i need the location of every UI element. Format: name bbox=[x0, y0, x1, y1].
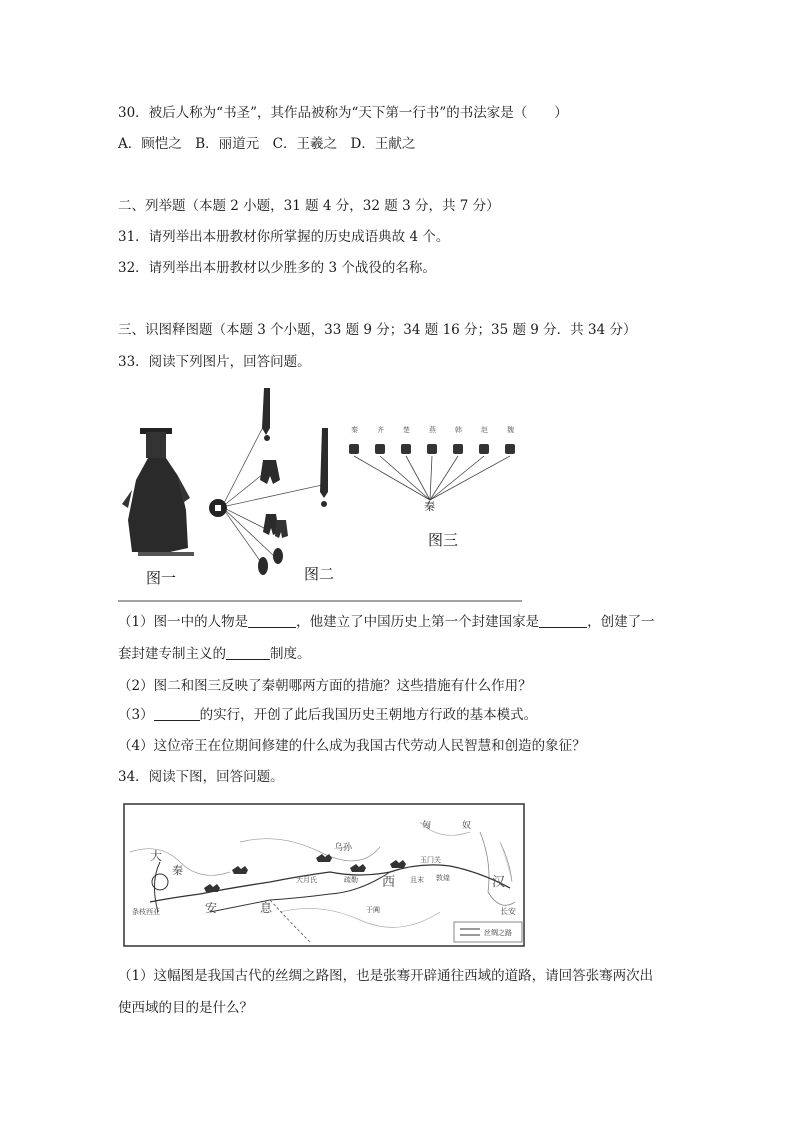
q33-stem: 33．阅读下列图片，回答问题。 bbox=[118, 354, 311, 370]
fig3-bottom-char: 秦 bbox=[424, 500, 435, 513]
fig3-script-glyph bbox=[505, 444, 515, 454]
fig3-script-glyph bbox=[401, 444, 411, 454]
q32: 32．请列举出本册教材以少胜多的 3 个战役的名称。 bbox=[118, 260, 436, 276]
q33-sub1-part-b: ，他建立了中国历史上第一个封建国家是 bbox=[296, 614, 540, 630]
map-legend-label: 丝绸之路 bbox=[484, 929, 512, 937]
answer-blank-system[interactable] bbox=[226, 645, 270, 660]
q33-sub1-line1 bbox=[118, 612, 655, 632]
q33-sub1-part-e: 制度。 bbox=[270, 646, 311, 662]
silk-road-map bbox=[120, 802, 528, 948]
fig3-state-char: 齐 bbox=[377, 426, 384, 434]
q34-sub1-line1: （1）这幅图是我国古代的丝绸之路图，也是张骞开辟通往西域的道路，请回答张骞两次出 bbox=[118, 968, 654, 984]
answer-blank-state[interactable] bbox=[539, 613, 587, 628]
fig3-script-glyph bbox=[349, 444, 359, 454]
answer-blank-person[interactable] bbox=[248, 613, 296, 628]
q33-figure bbox=[118, 380, 522, 602]
fig3-script-glyph bbox=[479, 444, 489, 454]
map-label-han: 汉 bbox=[492, 875, 506, 890]
fig3-connector bbox=[430, 456, 458, 500]
map-label-changan: 长安 bbox=[500, 907, 516, 916]
map-label-shule: 疏勒 bbox=[344, 876, 358, 884]
map-label-wusun: 乌孙 bbox=[334, 843, 353, 853]
map-label-dayuan: 大月氏 bbox=[296, 876, 317, 884]
map-label-dunhuang: 敦煌 bbox=[436, 874, 450, 882]
fig3-state-char: 秦 bbox=[351, 426, 358, 434]
q33-sub2: （2）图二和图三反映了秦朝哪两方面的措施？这些措施有什么作用？ bbox=[118, 678, 532, 694]
q31: 31．请列举出本册教材你所掌握的历史成语典故 4 个。 bbox=[118, 229, 450, 245]
fig3-label: 图三 bbox=[428, 531, 459, 549]
q34-sub1-line2: 使西域的目的是什么？ bbox=[118, 1000, 253, 1016]
fig3-state-char: 韩 bbox=[455, 426, 462, 434]
q33-sub3-part-b: 的实行，开创了此后我国历史王朝地方行政的基本模式。 bbox=[199, 707, 538, 723]
fig1-label: 图一 bbox=[146, 569, 177, 587]
coins-diagram bbox=[209, 388, 334, 583]
map-label-xiongnu-1: 匈 bbox=[422, 821, 432, 831]
map-label-da: 大 bbox=[150, 849, 163, 863]
map-label-yutian: 于阗 bbox=[366, 906, 380, 914]
fig3-script-glyph bbox=[453, 444, 463, 454]
map-label-qin: 秦 bbox=[172, 864, 183, 877]
fig3-script-glyph bbox=[427, 444, 437, 454]
q33-sub3-part-a: （3） bbox=[118, 707, 154, 723]
q33-sub1-part-c: ，创建了一 bbox=[587, 614, 655, 630]
fig2-label: 图二 bbox=[304, 565, 335, 583]
fig3-state-char: 赵 bbox=[481, 426, 488, 434]
map-label-xi: 西 bbox=[382, 875, 396, 890]
script-unification-diagram bbox=[349, 425, 515, 549]
map-label-anxi-2: 息 bbox=[260, 901, 273, 915]
fig3-connector bbox=[354, 456, 430, 500]
section2-header: 二、列举题（本题 2 小题，31 题 4 分，32 题 3 分，共 7 分） bbox=[118, 198, 500, 214]
fig3-state-char: 魏 bbox=[507, 426, 514, 434]
section3-header: 三、识图释图题（本题 3 个小题，33 题 9 分；34 题 16 分；35 题 9 分．共 34 分） bbox=[118, 322, 637, 338]
fig3-connector bbox=[430, 456, 432, 500]
map-label-west-city: 条枝西亚 bbox=[132, 908, 160, 916]
fig3-connector bbox=[430, 456, 510, 500]
fig3-script-glyph bbox=[375, 444, 385, 454]
q33-sub1-part-d: 套封建专制主义的 bbox=[118, 646, 226, 662]
fig3-state-char: 燕 bbox=[429, 426, 436, 434]
answer-blank-county[interactable] bbox=[154, 706, 200, 721]
map-label-yumenguan: 玉门关 bbox=[420, 856, 441, 864]
map-label-xiongnu-2: 奴 bbox=[462, 821, 472, 831]
q30-stem: 30．被后人称为“书圣”，其作品被称为“天下第一行书”的书法家是（ ） bbox=[118, 105, 568, 121]
fig3-connector bbox=[380, 456, 430, 500]
q33-sub4: （4）这位帝王在位期间修建的什么成为我国古代劳动人民智慧和创造的象征？ bbox=[118, 738, 586, 754]
fig3-connector bbox=[430, 456, 484, 500]
q30-options: A．顾恺之 B．丽道元 C．王羲之 D．王献之 bbox=[118, 136, 416, 152]
map-label-qiemo: 且末 bbox=[410, 876, 424, 884]
map-label-anxi-1: 安 bbox=[205, 901, 218, 915]
q33-sub3 bbox=[118, 705, 537, 725]
q33-sub1-part-a: （1）图一中的人物是 bbox=[118, 614, 249, 630]
q34-stem: 34．阅读下图，回答问题。 bbox=[118, 769, 284, 785]
q33-sub1-line2 bbox=[118, 644, 311, 664]
emperor-figure-image bbox=[122, 428, 194, 587]
fig3-state-char: 楚 bbox=[403, 426, 410, 434]
